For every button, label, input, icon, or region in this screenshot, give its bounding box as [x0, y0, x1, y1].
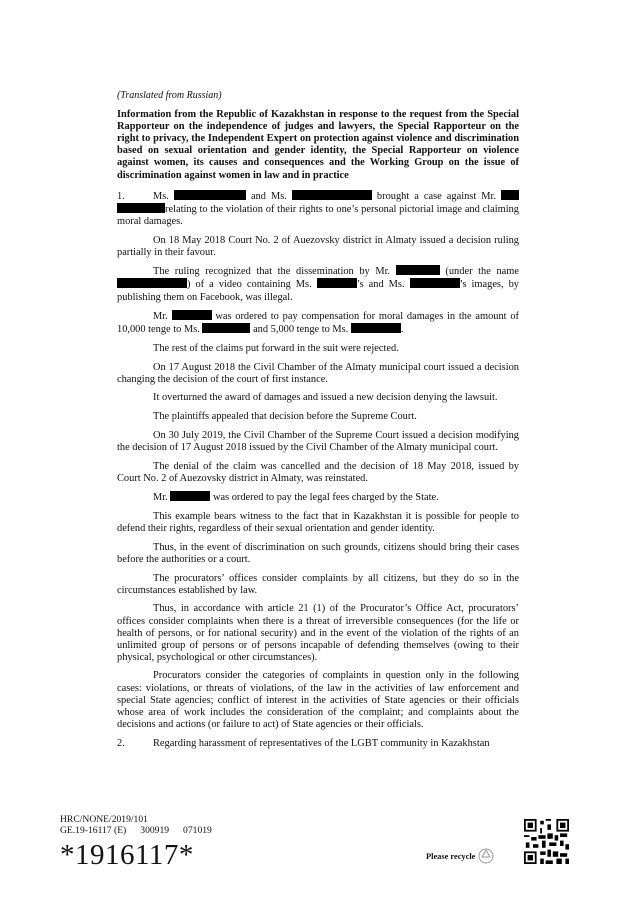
redaction [202, 323, 250, 333]
redaction [410, 278, 460, 288]
paragraph-number: 1. [117, 190, 125, 202]
paragraph-6: On 17 August 2018 the Civil Chamber of the Almaty municipal court issued a decision changing the decision of the court of first instance. [117, 361, 519, 385]
text: and 5,000 tenge to Ms. [253, 324, 349, 336]
paragraph-10: The denial of the claim was cancelled and the decision of 18 May 2018, issued by Court No. 2 of Auezovsky district in Almaty, was reinstated. [117, 460, 519, 484]
text: ’s images, by publishing them on Facebook, was illegal. [117, 279, 519, 303]
text: . [400, 324, 404, 336]
job-number: GE.19-16117 (E) [60, 825, 127, 836]
redaction [501, 190, 519, 200]
text: relating to the violation of their rights to one’s personal pictorial image and claiming moral damages. [117, 203, 519, 227]
redaction [117, 278, 187, 288]
document-body [117, 90, 519, 756]
barcode-number: *1916117* [60, 839, 194, 871]
translation-note: (Translated from Russian) [117, 90, 222, 101]
paragraph-9: On 30 July 2019, the Civil Chamber of the Supreme Court issued a decision modifying the decision of 17 August 2018 issued by the Civil Chamber of the Almaty municipal court. [117, 429, 519, 453]
paragraph-1 [117, 190, 519, 228]
text: Ms. [153, 190, 169, 202]
paragraph-15: Thus, in accordance with article 21 (1) of the Procurator’s Office Act, procurators’ offices consider complaints when there is a threat of irreversible consequences (for the life or health of persons, or for national security) and in the event of the violation of the rights of an unlimited group of persons or of persons incapable of defending themselves (owing to their physical, psychological or other circumstances). [117, 603, 519, 663]
redaction [117, 203, 165, 213]
recycle-notice [426, 848, 494, 864]
redaction [172, 310, 212, 320]
paragraph-16: Procurators consider the categories of complaints in question only in the following cases: violations, or threats of violations, of the law in the activities of law enforcement and special State agencies; conflict of interest in the activities of State agencies or their officials whose area of work includes the consideration of the complaint; and complaints about the decisions and actions (or failure to act) of State agencies or their officials. [117, 670, 519, 730]
text: The ruling recognized that the dissemination by Mr. [153, 266, 391, 278]
section-title: Regarding harassment of representatives of the LGBT community in Kazakhstan [153, 737, 490, 749]
paragraph-8: The plaintiffs appealed that decision before the Supreme Court. [153, 411, 417, 423]
paragraph-number: 2. [117, 737, 125, 749]
text: Mr. [153, 311, 168, 323]
redaction [174, 190, 246, 200]
paragraph-17 [117, 738, 519, 750]
paragraph-12: This example bears witness to the fact that in Kazakhstan it is possible for people to defend their rights, regardless of their sexual orientation and gender identity. [117, 511, 519, 535]
qr-code [524, 819, 569, 864]
redaction [396, 265, 440, 275]
text: ’s and Ms. [356, 279, 405, 291]
redaction [317, 278, 357, 288]
text: (under the name [445, 266, 519, 278]
redaction [170, 491, 210, 501]
text: was ordered to pay the legal fees charged by the State. [212, 492, 439, 504]
paragraph-2: On 18 May 2018 Court No. 2 of Auezovsky district in Almaty issued a decision ruling partially in their favour. [117, 234, 519, 258]
text: brought a case against Mr. [376, 190, 496, 202]
redaction [351, 323, 401, 333]
text: Mr. [153, 492, 168, 504]
paragraph-7: It overturned the award of damages and issued a new decision denying the lawsuit. [153, 392, 498, 404]
paragraph-3 [117, 265, 519, 303]
recycle-icon [478, 848, 494, 864]
paragraph-11 [117, 491, 519, 504]
text: and Ms. [250, 190, 287, 202]
document-symbol-block [60, 814, 226, 836]
date-issued: 300919 [140, 825, 170, 836]
document-heading: Information from the Republic of Kazakhstan in response to the request from the Special Rapporteur on the independence of judges and lawyers, the Special Rapporteur on the right to privacy, the Independent Expert on protection against violence and discrimination based on sexual orientation and gender identity, the Special Rapporteur on violence against women, its causes and consequences and the Working Group on the issue of discrimination against women in law and in practice [117, 109, 519, 181]
recycle-label: Please recycle [426, 851, 476, 861]
document-symbol: HRC/NONE/2019/101 [60, 814, 148, 825]
paragraph-5: The rest of the claims put forward in the suit were rejected. [153, 342, 399, 354]
paragraph-13: Thus, in the event of discrimination on such grounds, citizens should bring their cases before the authorities or a court. [117, 541, 519, 565]
text: was ordered to pay compensation for moral damages in the amount of 10,000 tenge to Ms. [117, 311, 519, 336]
date-translated: 071019 [183, 825, 212, 836]
redaction [292, 190, 372, 200]
paragraph-14: The procurators’ offices consider complaints by all citizens, but they do so in the circumstances established by law. [117, 572, 519, 596]
text: ) of a video containing Ms. [187, 279, 312, 291]
paragraph-4 [117, 310, 519, 336]
